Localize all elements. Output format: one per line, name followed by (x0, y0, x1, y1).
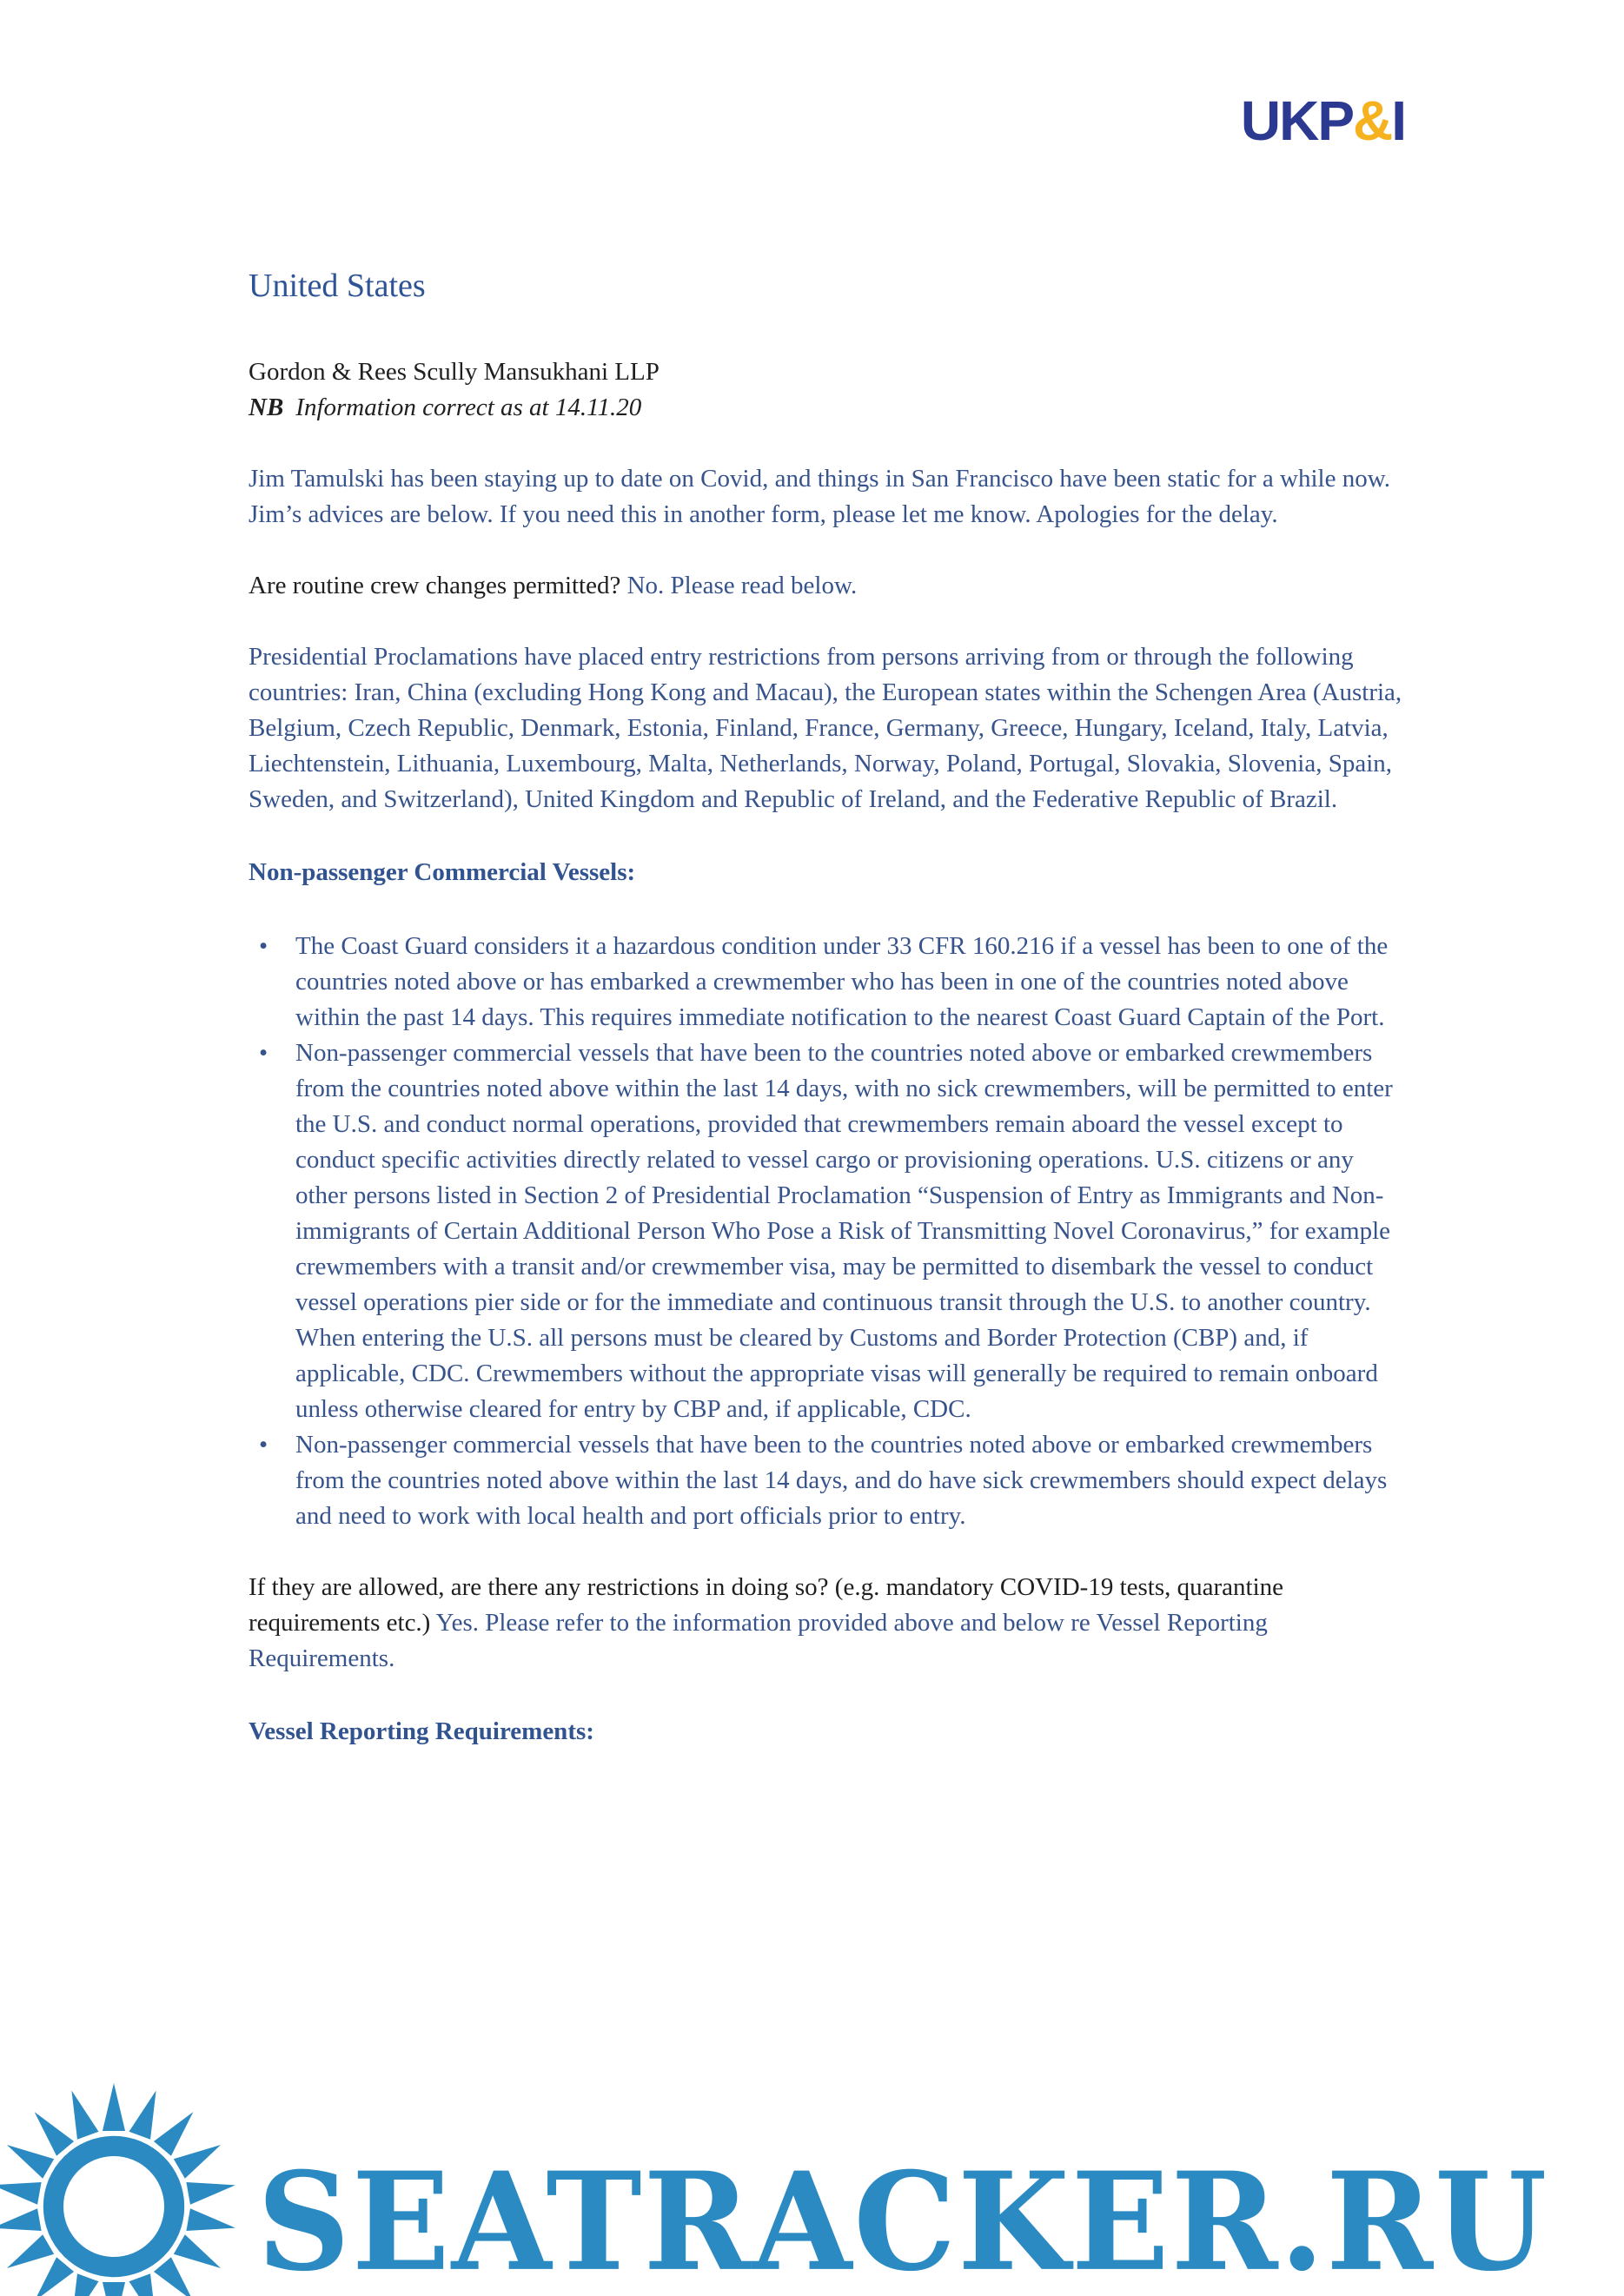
proclamation-paragraph: Presidential Proclamations have placed entry restrictions from persons arriving from or through the following countries: Iran, China (excluding Hong Kong and Macau), the European states within the Schengen Area (Austria, Belgium, Czech Republic, Denmark, Estonia, Finland, France, Germany, Greece, Hungary, Iceland, Italy, Latvia, Liechtenstein, Lithuania, Luxembourg, Malta, Netherlands, Norway, Poland, Portugal, Slovakia, Slovenia, Spain, Sweden, and Switzerland), United Kingdom and Republic of Ireland, and the Federative Republic of Brazil. (249, 643, 1402, 813)
restrictions-qa (249, 1570, 1408, 1677)
heading-non-passenger-vessels: Non-passenger Commercial Vessels: (249, 858, 636, 886)
question-crew-changes: Are routine crew changes permitted? (249, 572, 621, 599)
firm-name: Gordon & Rees Scully Mansukhani LLP (249, 358, 660, 386)
answer-crew-changes: No. Please read below. (626, 572, 858, 599)
sun-icon (0, 2081, 240, 2296)
watermark (0, 2070, 1624, 2296)
watermark-text: SEATRACKER.RU (257, 2141, 1549, 2296)
bullet-list (249, 929, 1408, 1534)
bullet-item (249, 1427, 1408, 1534)
crew-change-qa (249, 568, 1408, 604)
logo-i: I (1391, 89, 1405, 152)
bullet-text: The Coast Guard considers it a hazardous condition under 33 CFR 160.216 if a vessel has been to one of the countries noted above or has embarked a crewmember who has been in one of the countries noted above within the past 14 days. This requires immediate notification to the nearest Coast Guard Captain of the Port. (295, 932, 1389, 1031)
bullet-text: Non-passenger commercial vessels that have been to the countries noted above or embarked crewmembers from the countries noted above within the last 14 days, and do have sick crewmembers should expect delays and need to work with local health and port officials prior to entry. (295, 1431, 1388, 1530)
bullet-text: Non-passenger commercial vessels that have been to the countries noted above or embarked crewmembers from the countries noted above within the last 14 days, with no sick crewmembers, will be permitted to enter the U.S. and conduct normal operations, provided that crewmembers remain aboard the vessel except to conduct specific activities directly related to vessel cargo or provisioning operations. U.S. citizens or any other persons listed in Section 2 of Presidential Proclamation “Suspension of Entry as Immigrants and Non-immigrants of Certain Additional Person Who Pose a Risk of Transmitting Novel Coronavirus,” for example crewmembers with a transit and/or crewmember visa, may be permitted to disembark the vessel to conduct vessel operations pier side or for the immediate and continuous transit through the U.S. to another country. When entering the U.S. all persons must be cleared by Customs and Border Protection (CBP) and, if applicable, CDC. Crewmembers without the appropriate visas will generally be required to remain onboard unless otherwise cleared for entry by CBP and, if applicable, CDC. (295, 1039, 1393, 1423)
firm-block (249, 354, 1408, 426)
nb-label: NB (249, 394, 284, 421)
intro-paragraph: Jim Tamulski has been staying up to date on Covid, and things in San Francisco have been static for a while now. Jim’s advices are below. If you need this in another form, please let me know. Apologies for the delay. (249, 465, 1391, 528)
answer-restrictions: Yes. Please refer to the information provided above and below re Vessel Reporting Requirements. (249, 1609, 1268, 1672)
document-body (249, 0, 1408, 1750)
page-title: United States (249, 268, 426, 304)
nb-text: Information correct as at 14.11.20 (295, 394, 642, 421)
bullet-item (249, 929, 1408, 1036)
bullet-item (249, 1036, 1408, 1427)
heading-vessel-reporting: Vessel Reporting Requirements: (249, 1717, 594, 1745)
question-restrictions: If they are allowed, are there any restrictions in doing so? (e.g. mandatory COVID-19 tests, quarantine requirements etc.) (249, 1573, 1284, 1637)
logo-ampersand: & (1353, 89, 1392, 152)
logo-ukp: UKP (1240, 89, 1353, 152)
nb-note (249, 390, 1408, 426)
